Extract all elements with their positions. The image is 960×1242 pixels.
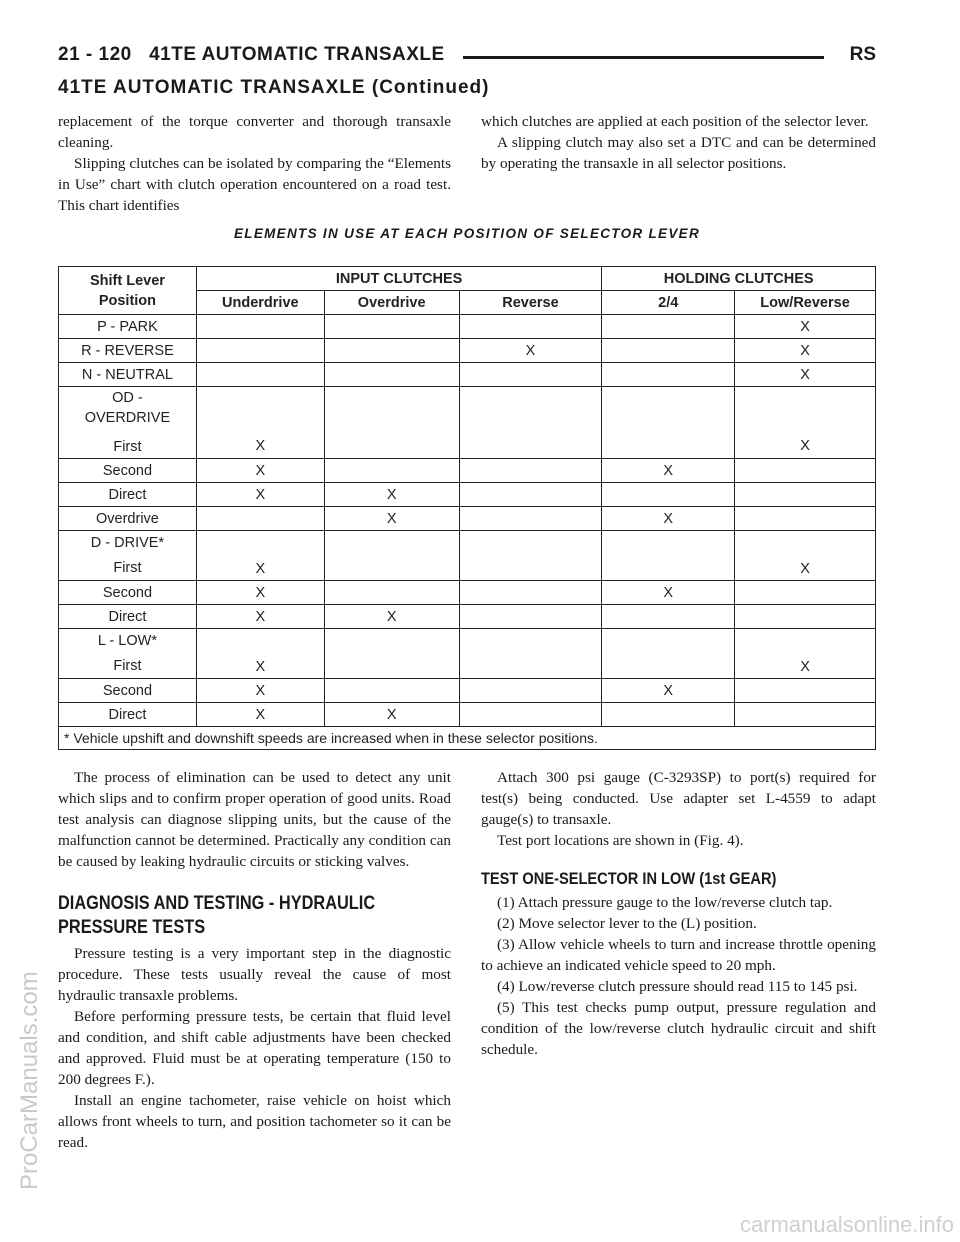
paragraph: A slipping clutch may also set a DTC and can be determined by operating the transaxle in all selector positions.: [481, 134, 876, 172]
paragraph: Attach 300 psi gauge (C-3293SP) to port(s) required for test(s) being conducted. Use adapter set L-4559 to adapt gauge(s) to transaxle.: [481, 769, 876, 828]
page-header: [58, 44, 876, 70]
row-label: Second: [59, 459, 197, 483]
table-row: [59, 507, 876, 531]
top-right-column: [481, 111, 876, 174]
cell-underdrive: [196, 315, 324, 339]
cell-2-4: [602, 363, 735, 387]
subsection-heading: TEST ONE-SELECTOR IN LOW (1st GEAR): [481, 869, 777, 888]
cell-2-4: X: [602, 459, 735, 483]
cell-underdrive: [196, 507, 324, 531]
table-row: [59, 387, 876, 459]
step: (4) Low/reverse clutch pressure should read 115 to 145 psi.: [497, 978, 858, 995]
header-2-4: 2/4: [602, 291, 735, 315]
cell-overdrive: X: [324, 703, 459, 727]
row-label-line: D - DRIVE*: [90, 535, 165, 551]
table-row: [59, 459, 876, 483]
cell-low-reverse: X: [735, 363, 876, 387]
row-label: Second: [59, 581, 197, 605]
row-label: P - PARK: [59, 315, 197, 339]
row-label: N - NEUTRAL: [59, 363, 197, 387]
cell-underdrive: X: [196, 387, 324, 459]
cell-reverse: [459, 531, 602, 581]
bottom-watermark: carmanualsonline.info: [739, 1212, 954, 1237]
header-label: Position: [98, 292, 157, 309]
row-label-line: OVERDRIVE: [84, 410, 171, 426]
row-label-line: OD -: [112, 390, 143, 406]
cell-overdrive: [324, 629, 459, 679]
cell-underdrive: X: [196, 581, 324, 605]
cell-underdrive: X: [196, 483, 324, 507]
step: (5) This test checks pump output, pressure regulation and condition of the low/reverse clutch hydraulic circuit and shift schedule.: [481, 999, 876, 1058]
row-label: Direct: [59, 703, 197, 727]
paragraph: The process of elimination can be used to detect any unit which slips and to confirm proper operation of good units. Road test analysis can diagnose slipping units, but the cause of the malfunction cannot be determined. Practically any condition can be caused by leaking hydraulic circuits or sticking valves.: [58, 769, 451, 870]
cell-overdrive: [324, 459, 459, 483]
table-row: [59, 605, 876, 629]
bottom-left-column: [58, 767, 451, 1153]
cell-2-4: [602, 531, 735, 581]
cell-underdrive: X: [196, 629, 324, 679]
table-row: [59, 315, 876, 339]
cell-low-reverse: [735, 679, 876, 703]
paragraph: Slipping clutches can be isolated by comparing the “Elements in Use” chart with clutch operation encountered on a road test. This chart identifies: [58, 155, 451, 214]
cell-reverse: [459, 605, 602, 629]
paragraph: replacement of the torque converter and thorough transaxle cleaning.: [58, 113, 451, 151]
cell-overdrive: [324, 363, 459, 387]
table-row: [59, 483, 876, 507]
header-rule: [463, 56, 824, 59]
cell-overdrive: X: [324, 605, 459, 629]
cell-overdrive: [324, 679, 459, 703]
table-row: [59, 339, 876, 363]
side-watermark-text: ProCarManuals.com: [16, 971, 43, 1190]
cell-underdrive: X: [196, 459, 324, 483]
cell-2-4: [602, 605, 735, 629]
paragraph: Before performing pressure tests, be certain that fluid level and condition, and shift cable adjustments have been checked and approved. Fluid must be at operating temperature (150 to 200 degrees F.).: [58, 1008, 451, 1088]
cell-low-reverse: [735, 605, 876, 629]
cell-overdrive: [324, 387, 459, 459]
table-row: [59, 363, 876, 387]
header-label: Shift Lever: [89, 272, 165, 289]
top-left-column: [58, 111, 451, 216]
row-label: R - REVERSE: [59, 339, 197, 363]
cell-2-4: [602, 703, 735, 727]
row-label-line: First: [113, 439, 142, 455]
row-label: Direct: [59, 483, 197, 507]
page-number: 21 - 120: [58, 44, 132, 65]
cell-low-reverse: [735, 703, 876, 727]
paragraph: which clutches are applied at each position of the selector lever.: [481, 113, 869, 130]
model-code: RS: [849, 44, 876, 65]
cell-reverse: [459, 459, 602, 483]
cell-low-reverse: [735, 459, 876, 483]
elements-in-use-table: [58, 266, 876, 750]
cell-overdrive: X: [324, 483, 459, 507]
cell-underdrive: [196, 339, 324, 363]
table-title: ELEMENTS IN USE AT EACH POSITION OF SELECTOR LEVER: [233, 226, 701, 241]
table-row: [59, 629, 876, 679]
cell-2-4: [602, 315, 735, 339]
cell-2-4: [602, 629, 735, 679]
cell-2-4: [602, 387, 735, 459]
cell-reverse: [459, 507, 602, 531]
section-title: 41TE AUTOMATIC TRANSAXLE: [149, 44, 445, 65]
cell-reverse: [459, 315, 602, 339]
table-footnote-row: [59, 727, 876, 750]
header-holding-clutches: HOLDING CLUTCHES: [602, 267, 876, 291]
cell-low-reverse: X: [735, 315, 876, 339]
step: (3) Allow vehicle wheels to turn and increase throttle opening to achieve an indicated vehicle speed to 20 mph.: [481, 936, 876, 974]
paragraph: Install an engine tachometer, raise vehicle on hoist which allows front wheels to turn, and position tachometer so it can be read.: [58, 1092, 451, 1151]
cell-2-4: [602, 339, 735, 363]
page-number-and-section: [58, 44, 445, 66]
cell-2-4: X: [602, 679, 735, 703]
bottom-right-column: [481, 767, 876, 1060]
cell-low-reverse: [735, 581, 876, 605]
cell-2-4: X: [602, 581, 735, 605]
table-row: [59, 703, 876, 727]
cell-overdrive: [324, 339, 459, 363]
table-footnote: * Vehicle upshift and downshift speeds are increased when in these selector positions.: [59, 727, 876, 750]
table-row: [59, 679, 876, 703]
header-shift-lever-position: [59, 267, 197, 315]
table-row: [59, 581, 876, 605]
row-label-line: First: [113, 560, 142, 576]
cell-overdrive: X: [324, 507, 459, 531]
side-watermark: [12, 500, 52, 1200]
row-label: Overdrive: [59, 507, 197, 531]
step: (2) Move selector lever to the (L) position.: [497, 915, 757, 932]
cell-reverse: X: [459, 339, 602, 363]
cell-overdrive: [324, 581, 459, 605]
section-heading: DIAGNOSIS AND TESTING - HYDRAULIC: [58, 893, 376, 914]
header-underdrive: Underdrive: [196, 291, 324, 315]
table-row: [59, 531, 876, 581]
row-label: [59, 387, 197, 459]
cell-overdrive: [324, 531, 459, 581]
cell-2-4: X: [602, 507, 735, 531]
cell-reverse: [459, 483, 602, 507]
cell-reverse: [459, 387, 602, 459]
row-label: [59, 531, 197, 581]
row-label: Second: [59, 679, 197, 703]
cell-reverse: [459, 679, 602, 703]
cell-low-reverse: X: [735, 387, 876, 459]
continued-title: 41TE AUTOMATIC TRANSAXLE (Continued): [58, 77, 490, 98]
cell-low-reverse: X: [735, 629, 876, 679]
cell-underdrive: X: [196, 679, 324, 703]
cell-underdrive: X: [196, 531, 324, 581]
step: (1) Attach pressure gauge to the low/reverse clutch tap.: [497, 894, 833, 911]
header-overdrive: Overdrive: [324, 291, 459, 315]
cell-underdrive: X: [196, 605, 324, 629]
cell-low-reverse: [735, 507, 876, 531]
cell-underdrive: X: [196, 703, 324, 727]
cell-2-4: [602, 483, 735, 507]
paragraph: Pressure testing is a very important step in the diagnostic procedure. These tests usually reveal the cause of most hydraulic transaxle problems.: [58, 945, 451, 1004]
row-label: [59, 629, 197, 679]
paragraph: Test port locations are shown in (Fig. 4).: [497, 832, 744, 849]
cell-underdrive: [196, 363, 324, 387]
cell-low-reverse: [735, 483, 876, 507]
cell-reverse: [459, 703, 602, 727]
section-heading: PRESSURE TESTS: [58, 917, 206, 938]
cell-low-reverse: X: [735, 531, 876, 581]
header-input-clutches: INPUT CLUTCHES: [196, 267, 601, 291]
row-label: Direct: [59, 605, 197, 629]
cell-reverse: [459, 363, 602, 387]
cell-low-reverse: X: [735, 339, 876, 363]
cell-overdrive: [324, 315, 459, 339]
cell-reverse: [459, 629, 602, 679]
row-label-line: First: [113, 658, 142, 674]
cell-reverse: [459, 581, 602, 605]
header-reverse: Reverse: [459, 291, 602, 315]
header-low-reverse: Low/Reverse: [735, 291, 876, 315]
row-label-line: L - LOW*: [97, 633, 157, 649]
